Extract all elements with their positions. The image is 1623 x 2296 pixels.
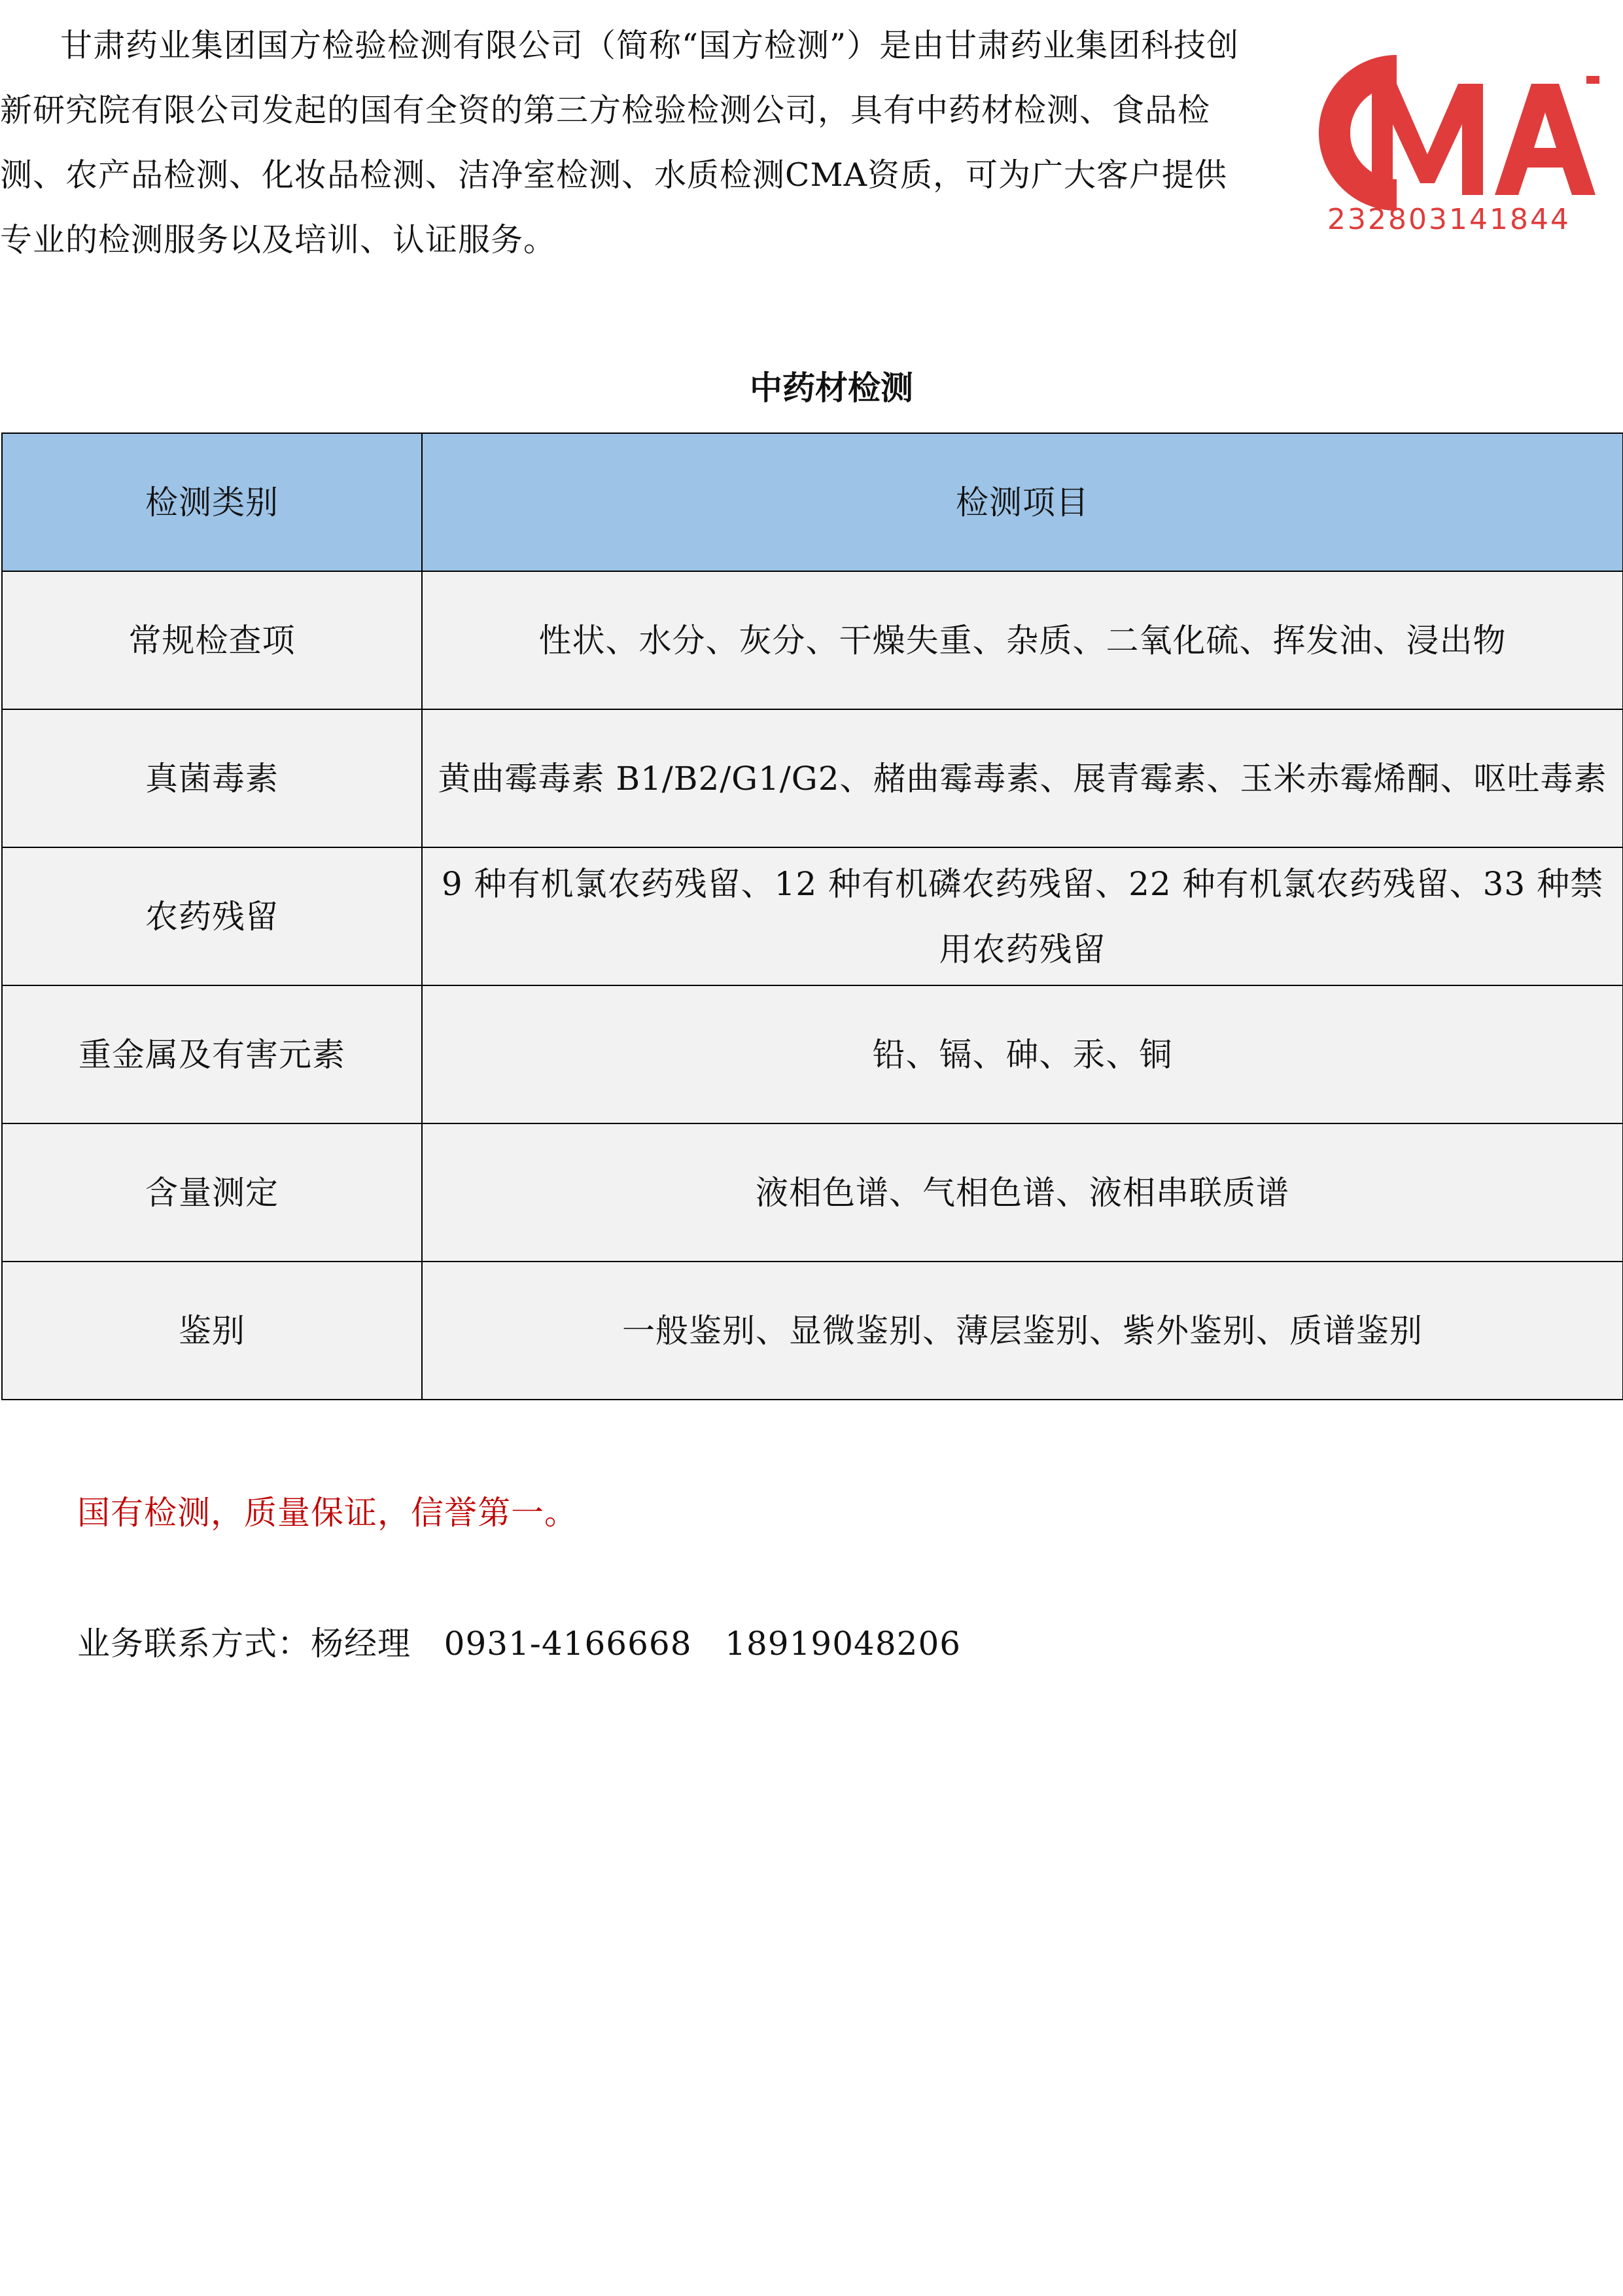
cma-logo-icon xyxy=(1299,52,1599,242)
header-category: 检测类别 xyxy=(2,433,422,571)
row-category: 农药残留 xyxy=(2,847,422,985)
table-row xyxy=(2,1262,1623,1400)
contact-info: 业务联系方式：杨经理 0931-4166668 18919048206 xyxy=(77,1625,962,1663)
row-category: 鉴别 xyxy=(2,1262,422,1400)
row-items: 性状、水分、灰分、干燥失重、杂质、二氧化硫、挥发油、浸出物 xyxy=(422,571,1623,709)
row-category: 真菌毒素 xyxy=(2,709,422,847)
slogan: 国有检测，质量保证，信誉第一。 xyxy=(77,1494,578,1532)
row-category: 重金属及有害元素 xyxy=(2,985,422,1123)
table-row xyxy=(2,985,1623,1123)
row-items: 液相色谱、气相色谱、液相串联质谱 xyxy=(422,1123,1623,1262)
table-row xyxy=(2,847,1623,985)
table-row xyxy=(2,709,1623,847)
row-category: 含量测定 xyxy=(2,1123,422,1262)
row-items: 9 种有机氯农药残留、12 种有机磷农药残留、22 种有机氯农药残留、33 种禁用农药残留 xyxy=(422,847,1623,985)
row-items: 铅、镉、砷、汞、铜 xyxy=(422,985,1623,1123)
cma-logo xyxy=(1299,52,1599,242)
row-items: 黄曲霉毒素 B1/B2/G1/G2、赭曲霉毒素、展青霉素、玉米赤霉烯酮、呕吐毒素 xyxy=(422,709,1623,847)
header-items: 检测项目 xyxy=(422,433,1623,571)
intro-paragraph: 甘肃药业集团国方检验检测有限公司（简称“国方检测”）是由甘肃药业集团科技创新研究院有限公司发起的国有全资的第三方检验检测公司，具有中药材检测、食品检测、农产品检测、化妆品检测、洁净室检测、水质检测CMA资质，可为广大客户提供专业的检测服务以及培训、认证服务。 xyxy=(0,27,1240,258)
table-title: 中药材检测 xyxy=(750,369,913,407)
cma-number: 232803141844 xyxy=(1327,203,1571,236)
table-row xyxy=(2,1123,1623,1262)
table-row xyxy=(2,571,1623,709)
testing-table xyxy=(1,433,1623,1400)
row-category: 常规检查项 xyxy=(2,571,422,709)
table-header-row xyxy=(2,433,1623,571)
row-items: 一般鉴别、显微鉴别、薄层鉴别、紫外鉴别、质谱鉴别 xyxy=(422,1262,1623,1400)
